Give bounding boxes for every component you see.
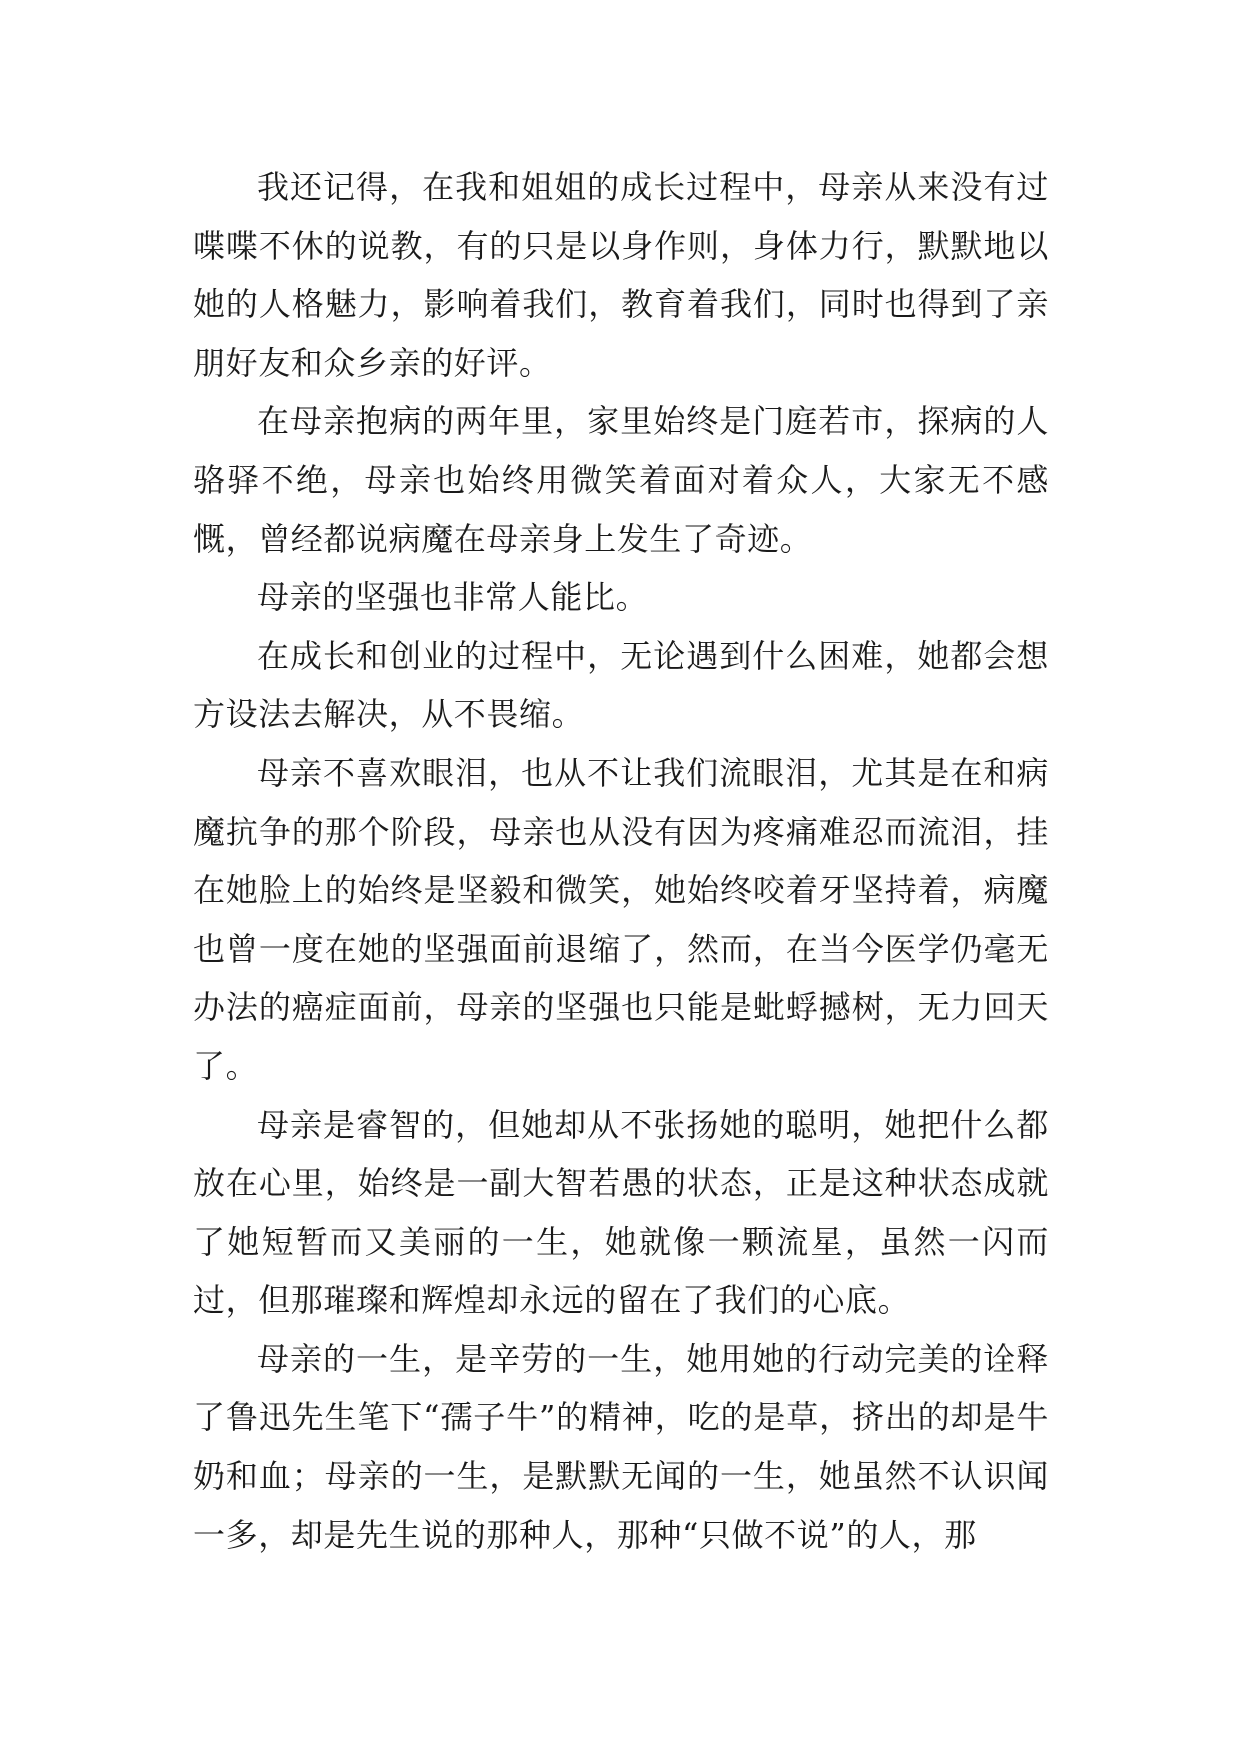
paragraph-6: 母亲是睿智的，但她却从不张扬她的聪明，她把什么都放在心里，始终是一副大智若愚的状态，正是这种状态成就了她短暂而又美丽的一生，她就像一颗流星，虽然一闪而过，但那璀璨和辉煌却永远的留在了我们的心底。 [193, 1105, 1049, 1320]
paragraph-2: 在母亲抱病的两年里，家里始终是门庭若市，探病的人骆驿不绝，母亲也始终用微笑着面对着众人，大家无不感慨，曾经都说病魔在母亲身上发生了奇迹。 [193, 402, 1049, 558]
paragraph-1: 我还记得，在我和姐姐的成长过程中，母亲从来没有过喋喋不休的说教，有的只是以身作则，身体力行，默默地以她的人格魅力，影响着我们，教育着我们，同时也得到了亲朋好友和众乡亲的好评。 [193, 168, 1049, 382]
paragraph-7: 母亲的一生，是辛劳的一生，她用她的行动完美的诠释了鲁迅先生笔下“孺子牛”的精神，吃的是草，挤出的却是牛奶和血；母亲的一生，是默默无闻的一生，她虽然不认识闻一多，却是先生说的那种人，那种“只做不说”的人，那 [193, 1339, 1049, 1554]
document-body [193, 158, 1049, 1564]
paragraph-5: 母亲不喜欢眼泪，也从不让我们流眼泪，尤其是在和病魔抗争的那个阶段，母亲也从没有因为疼痛难忍而流泪，挂在她脸上的始终是坚毅和微笑，她始终咬着牙坚持着，病魔也曾一度在她的坚强面前退缩了，然而，在当今医学仍毫无办法的癌症面前，母亲的坚强也只能是蚍蜉撼树，无力回天了。 [193, 753, 1049, 1085]
paragraph-4: 在成长和创业的过程中，无论遇到什么困难，她都会想方设法去解决，从不畏缩。 [193, 636, 1049, 734]
paragraph-3: 母亲的坚强也非常人能比。 [257, 578, 649, 617]
